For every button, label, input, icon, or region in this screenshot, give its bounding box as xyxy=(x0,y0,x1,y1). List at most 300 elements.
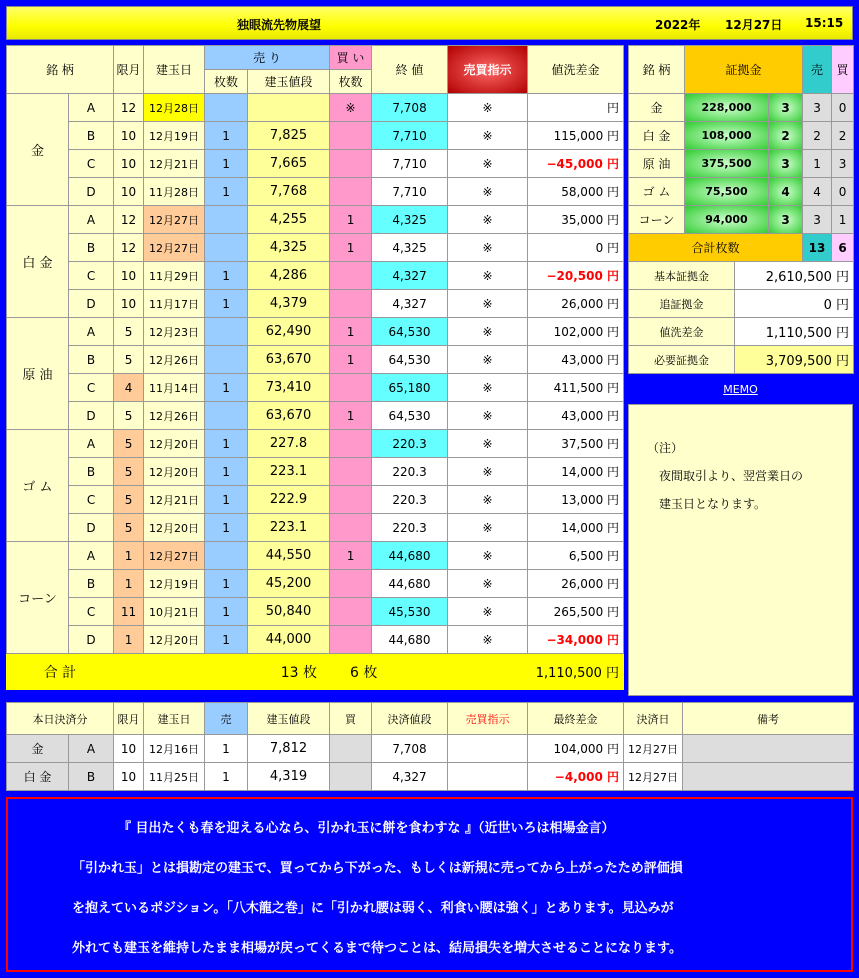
commodity-name: コーン xyxy=(7,542,69,654)
total-spacer xyxy=(114,654,205,690)
margin-amount: 108,000 xyxy=(685,122,769,150)
header-date: 12月27日 xyxy=(725,18,783,32)
trade-signal: ※ xyxy=(448,402,528,430)
position-date: 12月20日 xyxy=(144,430,205,458)
margin-row xyxy=(629,206,854,234)
settle-header: 建玉値段 xyxy=(248,703,330,735)
position-row xyxy=(7,234,624,262)
summary-label: 値洗差金 xyxy=(629,318,735,346)
header-gengetsu: 限月 xyxy=(114,46,144,94)
header-price: 建玉値段 xyxy=(248,70,330,94)
profit-loss: 35,000 円 xyxy=(528,206,624,234)
close-price: 64,530 xyxy=(372,402,448,430)
profit-loss: 13,000 円 xyxy=(528,486,624,514)
contract-month: 10 xyxy=(114,262,144,290)
trade-signal: ※ xyxy=(448,570,528,598)
profit-loss: 265,500 円 xyxy=(528,598,624,626)
quote-message-box xyxy=(6,797,853,972)
contract-month: 5 xyxy=(114,458,144,486)
close-price: 7,710 xyxy=(372,122,448,150)
close-price: 45,530 xyxy=(372,598,448,626)
buy-qty xyxy=(330,570,372,598)
header-signal: 売買指示 xyxy=(448,46,528,94)
entry-price: 7,768 xyxy=(248,178,330,206)
margin-row xyxy=(629,94,854,122)
title-bar xyxy=(6,6,853,40)
position-row xyxy=(7,430,624,458)
position-date: 12月27日 xyxy=(144,542,205,570)
total-spacer xyxy=(448,654,528,690)
sell-qty: 1 xyxy=(205,178,248,206)
entry-price: 4,255 xyxy=(248,206,330,234)
margin-header-buy: 買 xyxy=(832,46,854,94)
margin-header-sell: 売 xyxy=(803,46,832,94)
settle-value: 7,708 xyxy=(372,735,448,763)
position-row xyxy=(7,206,624,234)
header-buy: 買 い xyxy=(330,46,372,70)
close-price: 220.3 xyxy=(372,430,448,458)
header-time: 15:15 xyxy=(805,16,844,30)
sub-label: D xyxy=(69,178,114,206)
profit-loss: 14,000 円 xyxy=(528,458,624,486)
sub-label: C xyxy=(69,150,114,178)
settle-header: 買 xyxy=(330,703,372,735)
settle-header: 備考 xyxy=(683,703,854,735)
sub-label: B xyxy=(69,346,114,374)
trade-signal: ※ xyxy=(448,514,528,542)
commodity-name: 原 油 xyxy=(7,318,69,430)
profit-loss: 6,500 円 xyxy=(528,542,624,570)
margin-summary-row xyxy=(629,346,854,374)
position-row xyxy=(7,626,624,654)
profit-loss: −20,500 円 xyxy=(528,262,624,290)
message-line-4: 外れても建玉を維持したまま相場が戻ってくるまで待つことは、結局損失を増大させることになります。 xyxy=(72,941,682,956)
header-buy-qty: 枚数 xyxy=(330,70,372,94)
margin-buy: 0 xyxy=(832,94,854,122)
entry-price: 63,670 xyxy=(248,346,330,374)
contract-month: 1 xyxy=(114,542,144,570)
contract-month: 12 xyxy=(114,206,144,234)
sell-qty: 1 xyxy=(205,262,248,290)
buy-qty: ※ xyxy=(330,94,372,122)
sell-qty xyxy=(205,402,248,430)
close-price: 44,680 xyxy=(372,626,448,654)
settle-date: 11月25日 xyxy=(144,763,205,791)
contract-month: 4 xyxy=(114,374,144,402)
margin-commodity: ゴ ム xyxy=(629,178,685,206)
trade-signal: ※ xyxy=(448,122,528,150)
position-row xyxy=(7,318,624,346)
margin-sell: 4 xyxy=(803,178,832,206)
trade-signal: ※ xyxy=(448,458,528,486)
memo-line: 建玉日となります。 xyxy=(659,497,767,511)
position-date: 11月29日 xyxy=(144,262,205,290)
close-price: 64,530 xyxy=(372,346,448,374)
position-date: 10月21日 xyxy=(144,598,205,626)
summary-value: 2,610,500 円 xyxy=(735,262,854,290)
margin-commodity: 金 xyxy=(629,94,685,122)
sub-label: D xyxy=(69,514,114,542)
settle-sell: 1 xyxy=(205,735,248,763)
page-title: 独眼流先物展望 xyxy=(237,18,322,32)
settle-header: 決済日 xyxy=(624,703,683,735)
entry-price: 44,000 xyxy=(248,626,330,654)
entry-price: 223.1 xyxy=(248,514,330,542)
margin-summary-row xyxy=(629,262,854,290)
margin-multiplier: 4 xyxy=(769,178,803,206)
buy-qty: 1 xyxy=(330,318,372,346)
buy-qty xyxy=(330,458,372,486)
sub-label: B xyxy=(69,458,114,486)
contract-month: 5 xyxy=(114,430,144,458)
sell-qty: 1 xyxy=(205,598,248,626)
message-line-3: を抱えているポジション。「八木龍之巻」に「引かれ腰は弱く、利食い腰は強く」とあります。見込みが xyxy=(72,901,674,916)
settle-buy xyxy=(330,735,372,763)
settle-date: 12月16日 xyxy=(144,735,205,763)
sell-qty: 1 xyxy=(205,570,248,598)
header-close: 終 値 xyxy=(372,46,448,94)
sell-qty xyxy=(205,206,248,234)
settle-pl: 104,000 円 xyxy=(528,735,624,763)
buy-qty xyxy=(330,598,372,626)
header-year: 2022年 xyxy=(655,18,701,32)
profit-loss: 115,000 円 xyxy=(528,122,624,150)
sell-qty: 1 xyxy=(205,514,248,542)
position-date: 11月14日 xyxy=(144,374,205,402)
position-row xyxy=(7,402,624,430)
total-sell: 13 枚 xyxy=(205,654,330,690)
profit-loss: 43,000 円 xyxy=(528,402,624,430)
trade-signal: ※ xyxy=(448,542,528,570)
sell-qty: 1 xyxy=(205,122,248,150)
profit-loss: 37,500 円 xyxy=(528,430,624,458)
sell-qty: 1 xyxy=(205,458,248,486)
position-date: 12月21日 xyxy=(144,150,205,178)
position-date: 12月19日 xyxy=(144,122,205,150)
positions-table xyxy=(6,45,624,690)
margin-multiplier: 3 xyxy=(769,94,803,122)
position-date: 12月26日 xyxy=(144,402,205,430)
entry-price: 223.1 xyxy=(248,458,330,486)
settle-buy xyxy=(330,763,372,791)
close-price: 7,710 xyxy=(372,178,448,206)
trade-signal: ※ xyxy=(448,626,528,654)
position-row xyxy=(7,486,624,514)
position-date: 12月28日 xyxy=(144,94,205,122)
total-row xyxy=(7,654,624,690)
entry-price: 227.8 xyxy=(248,430,330,458)
buy-qty xyxy=(330,626,372,654)
total-pl: 1,110,500 円 xyxy=(528,654,624,690)
profit-loss: 102,000 円 xyxy=(528,318,624,346)
memo-line: 夜間取引より、翌営業日の xyxy=(659,469,804,483)
trade-signal: ※ xyxy=(448,346,528,374)
margin-multiplier: 3 xyxy=(769,206,803,234)
summary-value: 0 円 xyxy=(735,290,854,318)
profit-loss: 26,000 円 xyxy=(528,570,624,598)
sell-qty xyxy=(205,94,248,122)
buy-qty xyxy=(330,150,372,178)
commodity-name: ゴ ム xyxy=(7,430,69,542)
contract-month: 1 xyxy=(114,626,144,654)
contract-month: 1 xyxy=(114,570,144,598)
sub-label: D xyxy=(69,402,114,430)
sell-qty: 1 xyxy=(205,374,248,402)
close-price: 4,325 xyxy=(372,206,448,234)
sub-label: A xyxy=(69,206,114,234)
entry-price xyxy=(248,94,330,122)
sub-label: A xyxy=(69,542,114,570)
position-date: 12月21日 xyxy=(144,486,205,514)
position-row xyxy=(7,290,624,318)
settle-pl: −4,000 円 xyxy=(528,763,624,791)
entry-price: 63,670 xyxy=(248,402,330,430)
close-price: 4,325 xyxy=(372,234,448,262)
settle-note xyxy=(683,735,854,763)
close-price: 220.3 xyxy=(372,458,448,486)
buy-qty xyxy=(330,514,372,542)
contract-month: 5 xyxy=(114,486,144,514)
settle-sell: 1 xyxy=(205,763,248,791)
margin-amount: 94,000 xyxy=(685,206,769,234)
margin-total-buy: 6 xyxy=(832,234,854,262)
position-date: 12月20日 xyxy=(144,514,205,542)
settle-header: 売 xyxy=(205,703,248,735)
settle-value: 4,327 xyxy=(372,763,448,791)
entry-price: 7,665 xyxy=(248,150,330,178)
trade-signal: ※ xyxy=(448,486,528,514)
profit-loss: 26,000 円 xyxy=(528,290,624,318)
profit-loss: 411,500 円 xyxy=(528,374,624,402)
buy-qty: 1 xyxy=(330,346,372,374)
header-pl: 値洗差金 xyxy=(528,46,624,94)
margin-commodity: 白 金 xyxy=(629,122,685,150)
close-price: 7,708 xyxy=(372,94,448,122)
profit-loss: −34,000 円 xyxy=(528,626,624,654)
position-date: 11月17日 xyxy=(144,290,205,318)
message-line-2: 「引かれ玉」とは損勘定の建玉で、買ってから下がった、もしくは新規に売ってから上がったため評価損 xyxy=(72,861,683,876)
margin-table xyxy=(628,45,854,374)
commodity-name: 白 金 xyxy=(7,206,69,318)
profit-loss: 0 円 xyxy=(528,234,624,262)
buy-qty xyxy=(330,486,372,514)
close-price: 44,680 xyxy=(372,570,448,598)
sell-qty: 1 xyxy=(205,626,248,654)
settle-header: 限月 xyxy=(114,703,144,735)
header-meigara: 銘 柄 xyxy=(7,46,114,94)
sub-label: B xyxy=(69,570,114,598)
entry-price: 73,410 xyxy=(248,374,330,402)
settle-sub: A xyxy=(69,735,114,763)
position-date: 12月23日 xyxy=(144,318,205,346)
sell-qty: 1 xyxy=(205,150,248,178)
settle-price: 4,319 xyxy=(248,763,330,791)
entry-price: 222.9 xyxy=(248,486,330,514)
message-line-1: 『 目出たくも春を迎える心なら、引かれ玉に餅を食わすな 』（近世いろは相場金言） xyxy=(118,821,615,836)
position-row xyxy=(7,598,624,626)
sell-qty xyxy=(205,542,248,570)
contract-month: 10 xyxy=(114,122,144,150)
entry-price: 4,325 xyxy=(248,234,330,262)
profit-loss: 円 xyxy=(528,94,624,122)
sub-label: D xyxy=(69,626,114,654)
sub-label: B xyxy=(69,234,114,262)
buy-qty xyxy=(330,290,372,318)
margin-sell: 3 xyxy=(803,206,832,234)
close-price: 220.3 xyxy=(372,514,448,542)
position-row xyxy=(7,262,624,290)
sell-qty xyxy=(205,234,248,262)
settle-sub: B xyxy=(69,763,114,791)
trade-signal: ※ xyxy=(448,374,528,402)
contract-month: 5 xyxy=(114,346,144,374)
position-date: 12月27日 xyxy=(144,206,205,234)
position-row xyxy=(7,346,624,374)
close-price: 220.3 xyxy=(372,486,448,514)
margin-buy: 1 xyxy=(832,206,854,234)
profit-loss: −45,000 円 xyxy=(528,150,624,178)
trade-signal: ※ xyxy=(448,206,528,234)
close-price: 65,180 xyxy=(372,374,448,402)
buy-qty: 1 xyxy=(330,542,372,570)
position-date: 12月20日 xyxy=(144,458,205,486)
close-price: 7,710 xyxy=(372,150,448,178)
position-row xyxy=(7,178,624,206)
margin-row xyxy=(629,122,854,150)
buy-qty: 1 xyxy=(330,402,372,430)
sub-label: C xyxy=(69,486,114,514)
buy-qty xyxy=(330,178,372,206)
position-row xyxy=(7,374,624,402)
sub-label: C xyxy=(69,374,114,402)
margin-total-label: 合計枚数 xyxy=(629,234,803,262)
settle-row xyxy=(7,763,854,791)
settle-signal: 4,262 xyxy=(448,763,528,791)
settle-month: 10 xyxy=(114,763,144,791)
position-row xyxy=(7,94,624,122)
position-date: 12月20日 xyxy=(144,626,205,654)
margin-summary-row xyxy=(629,290,854,318)
header-sell-qty: 枚数 xyxy=(205,70,248,94)
total-label: 合 計 xyxy=(7,654,114,690)
entry-price: 7,825 xyxy=(248,122,330,150)
sub-label: A xyxy=(69,318,114,346)
settle-signal: 7,696 xyxy=(448,735,528,763)
trade-signal: ※ xyxy=(448,318,528,346)
position-date: 12月19日 xyxy=(144,570,205,598)
position-date: 12月26日 xyxy=(144,346,205,374)
margin-total-sell: 13 xyxy=(803,234,832,262)
settle-note xyxy=(683,763,854,791)
position-date: 11月28日 xyxy=(144,178,205,206)
summary-value: 1,110,500 円 xyxy=(735,318,854,346)
memo-line: （注） xyxy=(647,441,684,455)
margin-amount: 228,000 xyxy=(685,94,769,122)
buy-qty: 1 xyxy=(330,206,372,234)
buy-qty xyxy=(330,122,372,150)
sub-label: A xyxy=(69,94,114,122)
summary-label: 追証拠金 xyxy=(629,290,735,318)
sub-label: B xyxy=(69,122,114,150)
position-row xyxy=(7,514,624,542)
trade-signal: ※ xyxy=(448,430,528,458)
margin-summary-row xyxy=(629,318,854,346)
margin-amount: 375,500 xyxy=(685,150,769,178)
settle-row xyxy=(7,735,854,763)
trade-signal: ※ xyxy=(448,290,528,318)
settle-month: 10 xyxy=(114,735,144,763)
position-row xyxy=(7,542,624,570)
trade-signal: ※ xyxy=(448,598,528,626)
close-price: 4,327 xyxy=(372,262,448,290)
sell-qty: 1 xyxy=(205,290,248,318)
margin-multiplier: 2 xyxy=(769,122,803,150)
buy-qty xyxy=(330,374,372,402)
position-row xyxy=(7,570,624,598)
sell-qty: 1 xyxy=(205,486,248,514)
total-buy: 6 枚 xyxy=(330,654,448,690)
memo-panel xyxy=(628,404,853,696)
buy-qty: 1 xyxy=(330,234,372,262)
contract-month: 5 xyxy=(114,402,144,430)
header-tategyokubi: 建玉日 xyxy=(144,46,205,94)
contract-month: 10 xyxy=(114,150,144,178)
margin-commodity: 原 油 xyxy=(629,150,685,178)
margin-multiplier: 3 xyxy=(769,150,803,178)
sub-label: A xyxy=(69,430,114,458)
header-sell: 売 り xyxy=(205,46,330,70)
margin-row xyxy=(629,178,854,206)
sell-qty: 1 xyxy=(205,430,248,458)
commodity-name: 金 xyxy=(7,94,69,206)
sub-label: D xyxy=(69,290,114,318)
entry-price: 44,550 xyxy=(248,542,330,570)
settle-header: 売買指示 xyxy=(448,703,528,735)
entry-price: 62,490 xyxy=(248,318,330,346)
summary-label: 基本証拠金 xyxy=(629,262,735,290)
settle-commodity: 白 金 xyxy=(7,763,69,791)
trade-signal: ※ xyxy=(448,150,528,178)
close-price: 44,680 xyxy=(372,542,448,570)
close-price: 64,530 xyxy=(372,318,448,346)
contract-month: 11 xyxy=(114,598,144,626)
contract-month: 12 xyxy=(114,234,144,262)
entry-price: 50,840 xyxy=(248,598,330,626)
margin-sell: 1 xyxy=(803,150,832,178)
settle-price: 7,812 xyxy=(248,735,330,763)
contract-month: 5 xyxy=(114,514,144,542)
settle-header: 決済値段 xyxy=(372,703,448,735)
trade-signal: ※ xyxy=(448,94,528,122)
memo-link[interactable]: MEMO xyxy=(723,383,758,396)
summary-value: 3,709,500 円 xyxy=(735,346,854,374)
settle-close-date: 12月27日 xyxy=(624,735,683,763)
contract-month: 12 xyxy=(114,94,144,122)
sub-label: C xyxy=(69,598,114,626)
margin-buy: 3 xyxy=(832,150,854,178)
settle-header: 最終差金 xyxy=(528,703,624,735)
profit-loss: 43,000 円 xyxy=(528,346,624,374)
buy-qty xyxy=(330,262,372,290)
profit-loss: 14,000 円 xyxy=(528,514,624,542)
entry-price: 45,200 xyxy=(248,570,330,598)
margin-buy: 2 xyxy=(832,122,854,150)
close-price: 4,327 xyxy=(372,290,448,318)
margin-commodity: コーン xyxy=(629,206,685,234)
settle-header: 本日決済分 xyxy=(7,703,114,735)
contract-month: 10 xyxy=(114,178,144,206)
sell-qty xyxy=(205,318,248,346)
